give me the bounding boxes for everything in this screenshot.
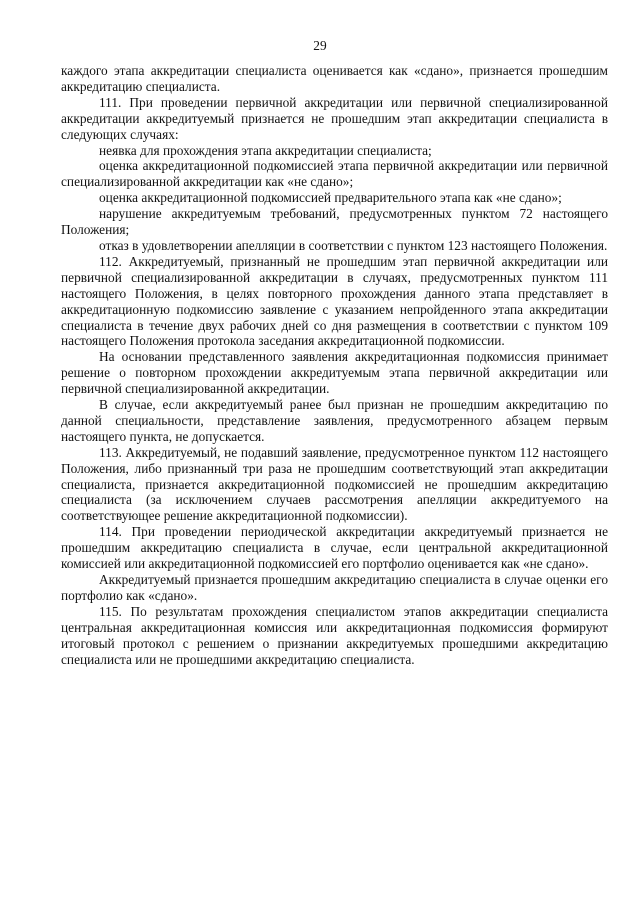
page-number: 29	[313, 38, 327, 53]
paragraph-case-appeal-denied: отказ в удовлетворении апелляции в соответствии с пунктом 123 настоящего Положения.	[99, 237, 608, 253]
paragraph-clause-114: 114. При проведении периодической аккредитации аккредитуемый признается не прошедшим аккредитацию специалиста в случае, если центральной аккредитационной комиссией или аккредитационной подкомиссией его портфолио оценивается как «не сдано».	[61, 524, 608, 572]
paragraph-case-rule-violation: нарушение аккредитуемым требований, предусмотренных пунктом 72 настоящего Положения;	[61, 206, 608, 238]
paragraph-clause-113: 113. Аккредитуемый, не подавший заявление, предусмотренное пунктом 112 настоящего Положения, либо признанный три раза не прошедшим соответствующий этап аккредитации специалиста, признается аккредитационной подкомиссией не прошедшим аккредитацию специалиста (за исключением случаев рассмотрения апелляции аккредитуемого на соответствующее решение аккредитационной подкомиссии).	[61, 444, 608, 524]
paragraph-case-stage-failed: оценка аккредитационной подкомиссией этапа первичной аккредитации или первичной специализированной аккредитации как «не сдано»;	[61, 158, 608, 190]
paragraph-clause-112-restriction: В случае, если аккредитуемый ранее был признан не прошедшим аккредитацию по данной специальности, представление заявления, предусмотренного абзацем первым настоящего пункта, не допускается.	[61, 397, 608, 444]
paragraph-clause-112: 112. Аккредитуемый, признанный не прошедшим этап первичной аккредитации или первичной специализированной аккредитации в случаях, предусмотренных пунктом 111 настоящего Положения, в целях повторного прохождения данного этапа представляет в аккредитационную подкомиссию заявление с указанием непройденного этапа аккредитации специалиста в течение двух рабочих дней со дня размещения в соответствии с пунктом 109 настоящего Положения протокола заседания аккредитационной подкомиссии.	[61, 253, 608, 349]
paragraph-clause-114-passed: Аккредитуемый признается прошедшим аккредитацию специалиста в случае оценки его портфолио как «сдано».	[61, 572, 608, 603]
document-body	[61, 63, 608, 667]
paragraph-case-no-show: неявка для прохождения этапа аккредитации специалиста;	[99, 142, 432, 158]
paragraph-clause-115: 115. По результатам прохождения специалистом этапов аккредитации специалиста центральная аккредитационная комиссия или аккредитационная подкомиссия формируют итоговый протокол с решением о признании аккредитуемых прошедшими аккредитацию специалиста или не прошедшими аккредитацию специалиста.	[61, 603, 608, 667]
paragraph-clause-112-decision: На основании представленного заявления аккредитационная подкомиссия принимает решение о повторном прохождении аккредитуемым этапа первичной аккредитации или первичной специализированной аккредитации.	[61, 349, 608, 397]
paragraph-case-preliminary-failed: оценка аккредитационной подкомиссией предварительного этапа как «не сдано»;	[99, 190, 562, 206]
paragraph-clause-111: 111. При проведении первичной аккредитации или первичной специализированной аккредитации аккредитуемый признается не прошедшим этап аккредитации специалиста в следующих случаях:	[61, 94, 608, 142]
paragraph-continuation: каждого этапа аккредитации специалиста оценивается как «сдано», признается прошедшим аккредитацию специалиста.	[61, 63, 608, 94]
